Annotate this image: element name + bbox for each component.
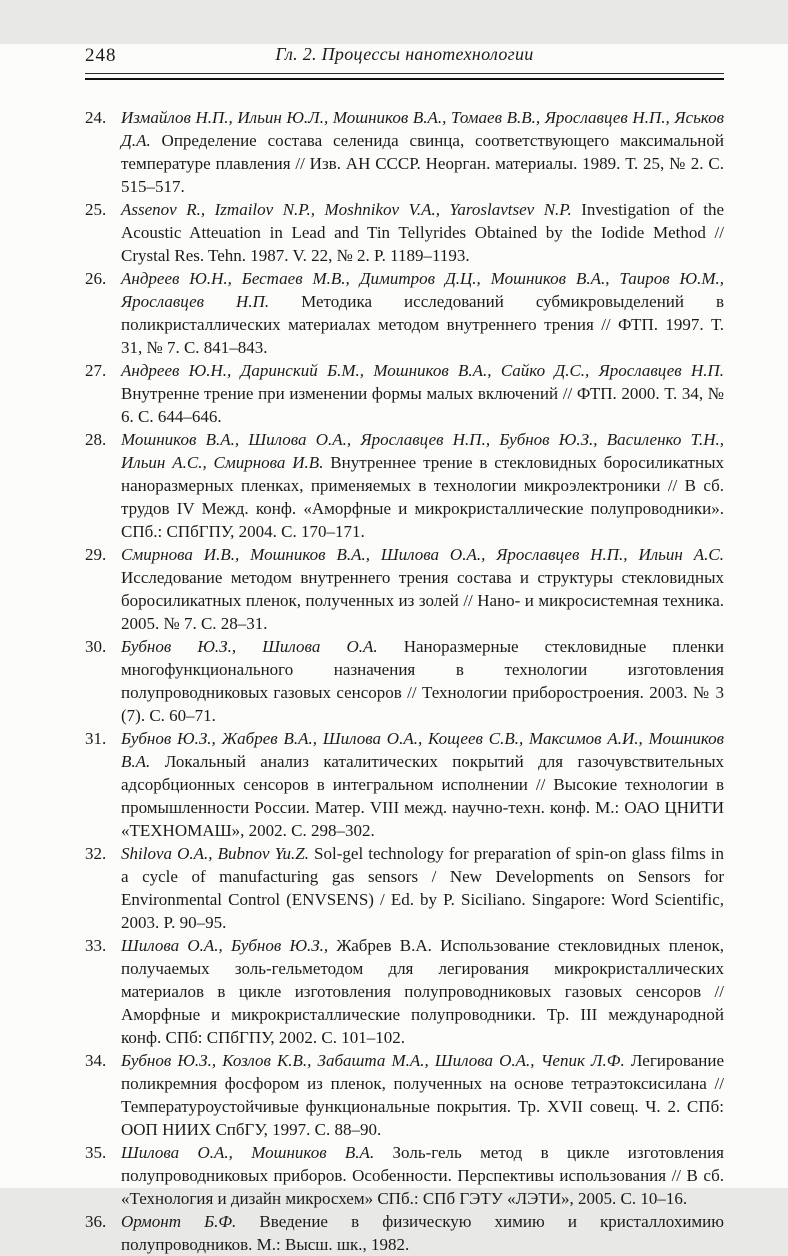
reference-authors: Бубнов Ю.З., Жабрев В.А., Шилова О.А., Кощеев С.В., Максимов А.И., Мошников В.А. [121, 729, 724, 771]
reference-text: Жабрев В.А. Использование стекловидных пленок, получаемых золь-гельметодом для легирования микрокристаллических материалов в цикле изготовления полупроводниковых газовых сенсоров // Аморфные и микрокристаллические полупроводники. Тр. III международной конф. СПб: СПбГПУ, 2002. С. 101–102. [121, 936, 724, 1047]
reference-text: Sol-gel technology for preparation of spin-on glass films in a cycle of manufacturing gas sensors / New Developments on Sensors for Environmental Control (ENVSENS) / Ed. by P. Siciliano. Singapore: Word Scientific, 2003. P. 90–95. [121, 844, 725, 932]
reference-item [85, 267, 724, 359]
reference-text: Золь-гель метод в цикле изготовления полупроводниковых приборов. Особенности. Перспективы использования // В сб. «Технология и дизайн микросхем» СПб.: СПб ГЭТУ «ЛЭТИ», 2005. С. 10–16. [121, 1143, 724, 1208]
reference-authors: Измайлов Н.П., Ильин Ю.Л., Мошников В.А., Томаев В.В., Ярославцев Н.П., Яськов Д.А. [121, 108, 724, 150]
reference-text: Методика исследований субмикровыделений в поликристаллических материалах методом внутреннего трения // ФТП. 1997. Т. 31, № 7. С. 841–843. [121, 292, 725, 357]
reference-number: 28. [85, 430, 107, 449]
reference-number: 33. [85, 936, 107, 955]
reference-number: 25. [85, 200, 107, 219]
header-rule [85, 73, 724, 80]
reference-text: Исследование методом внутреннего трения состава и структуры стекловидных боросиликатных пленок, полученных из золей // Нано- и микросистемная техника. 2005. № 7. С. 28–31. [121, 568, 724, 633]
reference-item [85, 543, 724, 635]
reference-item [85, 934, 724, 1049]
reference-authors: Бубнов Ю.З., Шилова О.А. [121, 637, 378, 656]
running-header [85, 44, 724, 70]
reference-number: 27. [85, 361, 107, 380]
reference-item [85, 1141, 724, 1210]
reference-text: Наноразмерные стекловидные пленки многофункционального назначения в технологии изготовления полупроводниковых газовых сенсоров // Технологии приборостроения. 2003. № 3 (7). С. 60–71. [121, 637, 724, 725]
reference-item [85, 198, 724, 267]
reference-text: Внутреннее трение в стекловидных боросиликатных наноразмерных пленках, применяемых в технологии микроэлектроники // В сб. трудов IV Межд. конф. «Аморфные и микрокристаллические полупроводники». СПб.: СПбГПУ, 2004. С. 170–171. [121, 453, 724, 541]
reference-item [85, 635, 724, 727]
reference-number: 32. [85, 844, 107, 863]
reference-item [85, 428, 724, 543]
reference-authors: Бубнов Ю.З., Козлов К.В., Забашта М.А., Шилова О.А., Чепик Л.Ф. [121, 1051, 625, 1070]
reference-item [85, 727, 724, 842]
scanned-book-page [0, 44, 788, 1254]
reference-number: 29. [85, 545, 107, 564]
reference-text: Легирование поликремния фосфором из пленок, полученных на основе тетраэтоксисилана // Температуроустойчивые функциональные покрытия. Тр. XVII совещ. Ч. 2. СПб: ООП НИИХ СпбГУ, 1997. С. 88–90. [121, 1051, 724, 1139]
reference-text: Введение в физическую химию и кристаллохимию полупроводников. М.: Высш. шк., 1982. [121, 1212, 724, 1254]
reference-text: Локальный анализ каталитических покрытий для газочувствительных адсорбционных сенсоров в интегральном исполнении // Высокие технологии в промышленности России. Матер. VIII межд. научно-техн. конф. М.: ОАО ЦНИТИ «ТЕХНОМАШ», 2002. С. 298–302. [121, 752, 724, 840]
reference-text: Определение состава селенида свинца, соответствующего максимальной температуре плавления // Изв. АН СССР. Неорган. материалы. 1989. Т. 25, № 2. С. 515–517. [121, 131, 724, 196]
reference-authors: Андреев Ю.Н., Бестаев М.В., Димитров Д.Ц., Мошников В.А., Таиров Ю.М., Ярославцев Н.П. [121, 269, 724, 311]
reference-text: Investigation of the Acoustic Atteuation in Lead and Tin Tellyrides Obtained by the Iodide Method // Crystal Res. Tehn. 1987. V. 22, № 2. P. 1189–1193. [121, 200, 724, 265]
reference-number: 35. [85, 1143, 107, 1162]
reference-number: 36. [85, 1212, 107, 1231]
references-list [85, 106, 724, 1256]
reference-authors: Shilova O.A., Bubnov Yu.Z. [121, 844, 309, 863]
reference-number: 34. [85, 1051, 107, 1070]
page-number: 248 [85, 45, 117, 66]
reference-number: 30. [85, 637, 107, 656]
reference-authors: Мошников В.А., Шилова О.А., Ярославцев Н.П., Бубнов Ю.З., Василенко Т.Н., Ильин А.С., Смирнова И.В. [121, 430, 724, 472]
reference-authors: Assenov R., Izmailov N.P., Moshnikov V.A., Yaroslavtsev N.P. [121, 200, 572, 219]
reference-authors: Ормонт Б.Ф. [121, 1212, 237, 1231]
reference-number: 24. [85, 108, 107, 127]
reference-number: 31. [85, 729, 107, 748]
reference-item [85, 106, 724, 198]
reference-authors: Андреев Ю.Н., Даринский Б.М., Мошников В.А., Сайко Д.С., Ярославцев Н.П. [121, 361, 724, 380]
reference-item [85, 359, 724, 428]
reference-authors: Шилова О.А., Бубнов Ю.З., [121, 936, 329, 955]
reference-authors: Смирнова И.В., Мошников В.А., Шилова О.А., Ярославцев Н.П., Ильин А.С. [121, 545, 724, 564]
reference-item [85, 1049, 724, 1141]
reference-item [85, 1210, 724, 1256]
reference-authors: Шилова О.А., Мошников В.А. [121, 1143, 375, 1162]
reference-item [85, 842, 724, 934]
reference-number: 26. [85, 269, 107, 288]
reference-text: Внутренне трение при изменении формы малых включений // ФТП. 2000. Т. 34, № 6. С. 644–646. [121, 384, 724, 426]
chapter-header: Гл. 2. Процессы нанотехнологии [275, 44, 534, 64]
